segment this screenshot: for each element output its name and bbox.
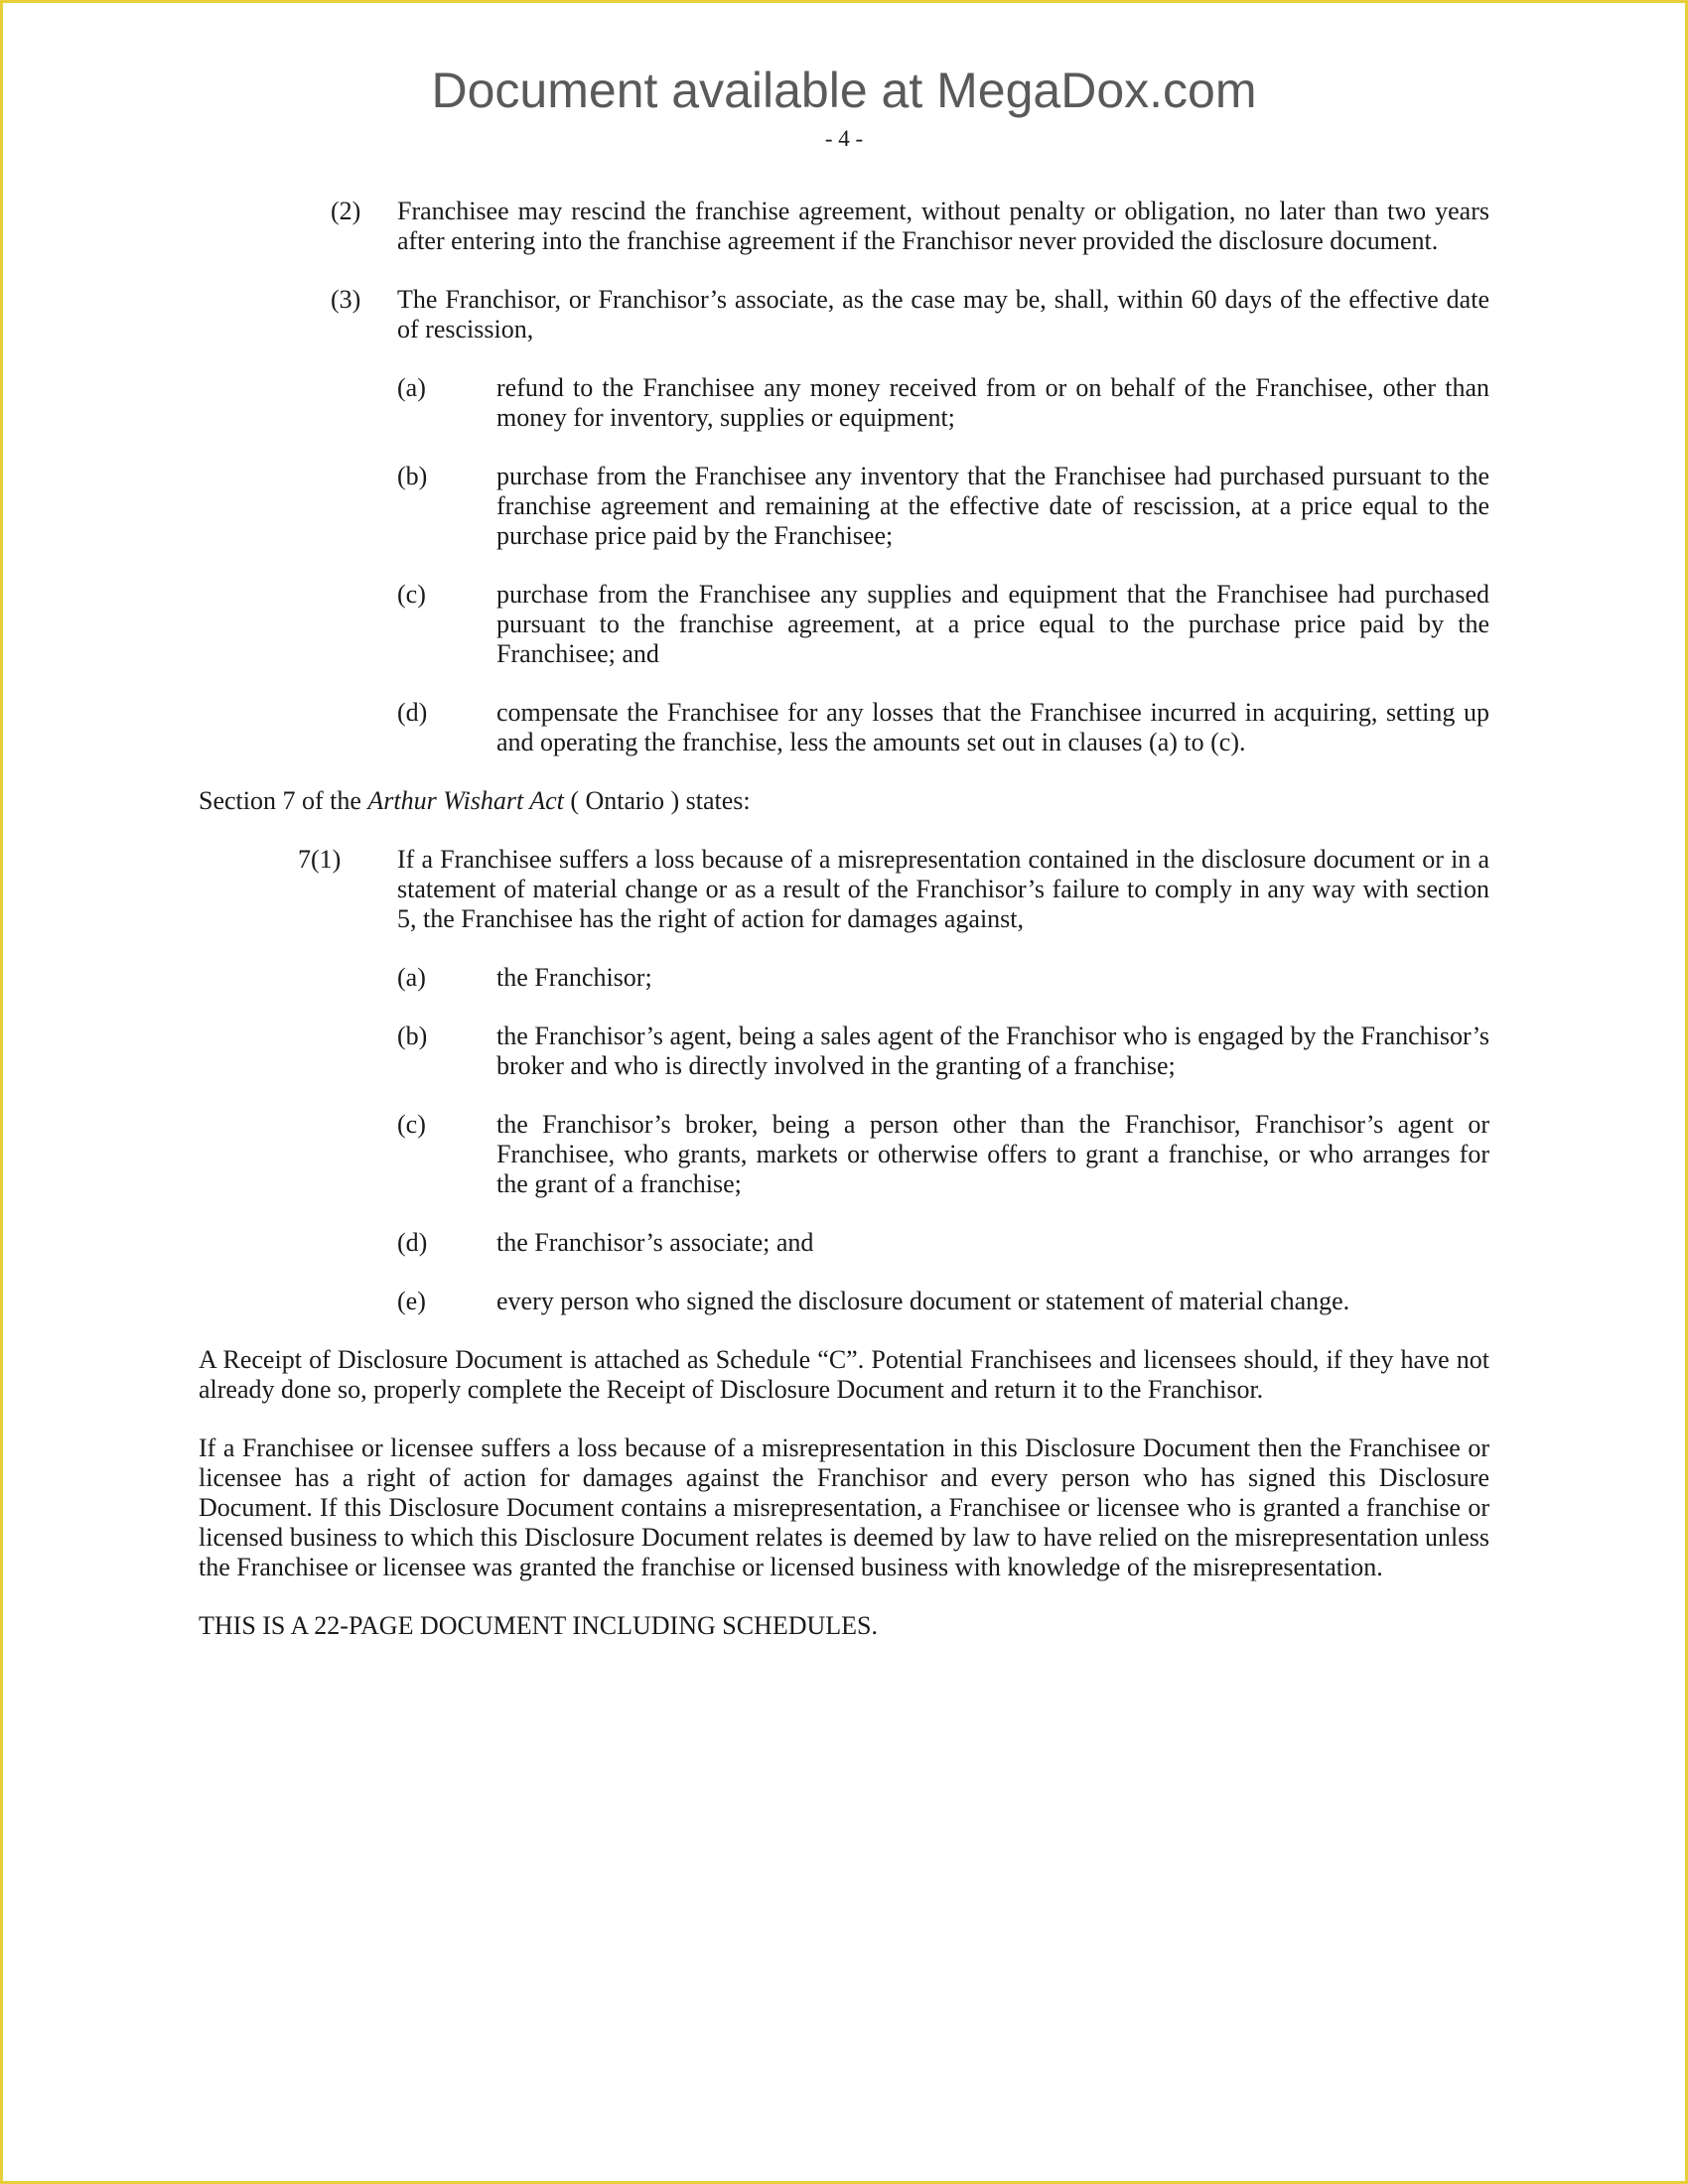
subclause-d	[199, 698, 1489, 757]
subclause-letter: (a)	[397, 963, 426, 992]
subclause-letter: (b)	[397, 1022, 428, 1050]
receipt-paragraph: A Receipt of Disclosure Document is attached as Schedule “C”. Potential Franchisees and licensees should, if they have not already done so, properly complete the Receipt of Disclosure Document and return it to the Franchisor.	[199, 1345, 1489, 1404]
document-body	[199, 197, 1489, 1641]
subclause-letter: (b)	[397, 462, 428, 490]
subclause-letter: (d)	[397, 698, 428, 727]
clause-number: 7(1)	[298, 845, 342, 874]
subclause-letter: (c)	[397, 1110, 426, 1139]
section7-intro-suffix: ( Ontario ) states:	[563, 786, 751, 815]
clause-2	[199, 197, 1489, 256]
s7-subclause-c	[199, 1110, 1489, 1199]
subclause-b	[199, 462, 1489, 551]
subclause-text: every person who signed the disclosure document or statement of material change.	[496, 1287, 1350, 1315]
subclause-text: refund to the Franchisee any money received from or on behalf of the Franchisee, other than money for inventory, supplies or equipment;	[496, 373, 1489, 432]
subclause-text: the Franchisor’s associate; and	[496, 1228, 814, 1257]
clause-text: If a Franchisee suffers a loss because of a misrepresentation contained in the disclosure document or in a statement of material change or as a result of the Franchisor’s failure to comply in any way with section 5, the Franchisee has the right of action for damages against,	[397, 845, 1489, 933]
subclause-text: the Franchisor;	[496, 963, 652, 992]
subclause-text: compensate the Franchisee for any losses that the Franchisee incurred in acquiring, setting up and operating the franchise, less the amounts set out in clauses (a) to (c).	[496, 698, 1489, 756]
clause-text: The Franchisor, or Franchisor’s associate, as the case may be, shall, within 60 days of the effective date of rescission,	[397, 285, 1489, 343]
subclause-letter: (e)	[397, 1287, 426, 1315]
subclause-a	[199, 373, 1489, 433]
s7-subclause-e	[199, 1287, 1489, 1316]
page-number: - 4 -	[824, 126, 864, 151]
misrepresentation-paragraph: If a Franchisee or licensee suffers a loss because of a misrepresentation in this Disclosure Document then the Franchisee or licensee has a right of action for damages against the Franchisor and every person who has signed this Disclosure Document. If this Disclosure Document contains a misrepresentation, a Franchisee or licensee who is granted a franchise or licensed business to which this Disclosure Document relates is deemed by law to have relied on the misrepresentation unless the Franchisee or licensee was granted the franchise or licensed business with knowledge of the misrepresentation.	[199, 1433, 1489, 1581]
subclause-letter: (d)	[397, 1228, 428, 1257]
page-count-statement: THIS IS A 22-PAGE DOCUMENT INCLUDING SCHEDULES.	[199, 1611, 878, 1640]
subclause-text: purchase from the Franchisee any supplies and equipment that the Franchisee had purchased pursuant to the franchise agreement, at a price equal to the purchase price paid by the Franchisee; and	[496, 580, 1489, 668]
act-title: Arthur Wishart Act	[367, 786, 564, 815]
subclause-text: the Franchisor’s agent, being a sales agent of the Franchisor who is engaged by the Franchisor’s broker and who is directly involved in the granting of a franchise;	[496, 1022, 1489, 1080]
s7-subclause-d	[199, 1228, 1489, 1258]
s7-subclause-a	[199, 963, 1489, 993]
subclause-letter: (c)	[397, 580, 426, 609]
section7-intro	[199, 786, 1489, 816]
section7-intro-prefix: Section 7 of the	[199, 786, 368, 815]
subclause-letter: (a)	[397, 373, 426, 402]
subclause-text: purchase from the Franchisee any inventory that the Franchisee had purchased pursuant to the franchise agreement and remaining at the effective date of rescission, at a price equal to the purchase price paid by the Franchisee;	[496, 462, 1489, 550]
subclause-text: the Franchisor’s broker, being a person other than the Franchisor, Franchisor’s agent or Franchisee, who grants, markets or otherwise offers to grant a franchise, or who arranges for the grant of a franchise;	[496, 1110, 1489, 1198]
clause-7-1	[199, 845, 1489, 934]
clause-number: (3)	[331, 285, 361, 314]
clause-3	[199, 285, 1489, 344]
s7-subclause-b	[199, 1022, 1489, 1081]
watermark-banner: Document available at MegaDox.com	[431, 63, 1257, 118]
clause-number: (2)	[331, 197, 361, 225]
clause-text: Franchisee may rescind the franchise agreement, without penalty or obligation, no later than two years after entering into the franchise agreement if the Franchisor never provided the disclosure document.	[397, 197, 1489, 255]
subclause-c	[199, 580, 1489, 669]
